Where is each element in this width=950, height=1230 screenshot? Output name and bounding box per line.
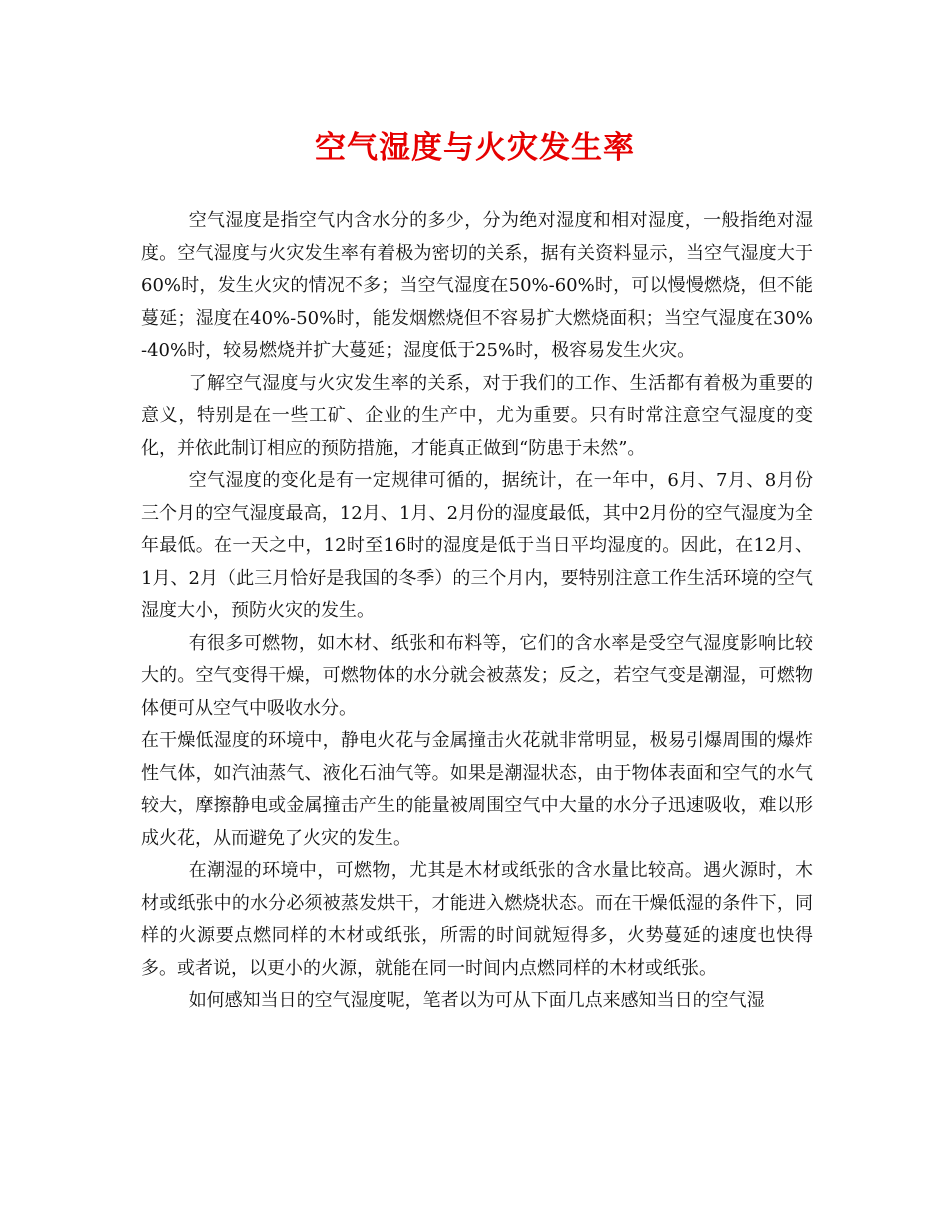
paragraph-1: 空气湿度是指空气内含水分的多少，分为绝对湿度和相对湿度，一般指绝对湿度。空气湿度与火灾发生率有着极为密切的关系，据有关资料显示，当空气湿度大于60%时，发生火灾的情况不多；当空气湿度在50%-60%时，可以慢慢燃烧，但不能蔓延；湿度在40%-50%时，能发烟燃烧但不容易扩大燃烧面积；当空气湿度在30%-40%时，较易燃烧并扩大蔓延；湿度低于25%时，极容易发生火灾。 bbox=[141, 210, 813, 361]
paragraph-6: 在潮湿的环境中，可燃物，尤其是木材或纸张的含水量比较高。遇火源时，木材或纸张中的水分必须被蒸发烘干，才能进入燃烧状态。而在干燥低湿的条件下，同样的火源要点燃同样的木材或纸张，所需的时间就短得多，火势蔓延的速度也快得多。或者说，以更小的火源，就能在同一时间内点燃同样的木材或纸张。 bbox=[141, 860, 813, 979]
paragraph-3: 空气湿度的变化是有一定规律可循的，据统计，在一年中，6月、7月、8月份三个月的空气湿度最高，12月、1月、2月份的湿度最低，其中2月份的空气湿度为全年最低。在一天之中，12时至16时的湿度是低于当日平均湿度的。因此，在12月、1月、2月（此三月恰好是我国的冬季）的三个月内，要特别注意工作生活环境的空气湿度大小，预防火灾的发生。 bbox=[141, 470, 813, 621]
paragraph-7: 如何感知当日的空气湿度呢，笔者以为可从下面几点来感知当日的空气湿 bbox=[188, 990, 765, 1011]
document-body bbox=[141, 205, 813, 1018]
paragraph-4: 有很多可燃物，如木材、纸张和布料等，它们的含水率是受空气湿度影响比较大的。空气变得干燥，可燃物体的水分就会被蒸发；反之，若空气变是潮湿，可燃物体便可从空气中吸收水分。 bbox=[141, 632, 813, 719]
paragraph-5: 在干燥低湿度的环境中，静电火花与金属撞击火花就非常明显，极易引爆周围的爆炸性气体，如汽油蒸气、液化石油气等。如果是潮湿状态，由于物体表面和空气的水气较大，摩擦静电或金属撞击产生的能量被周围空气中大量的水分子迅速吸收，难以形成火花，从而避免了火灾的发生。 bbox=[141, 730, 813, 849]
paragraph-2: 了解空气湿度与火灾发生率的关系，对于我们的工作、生活都有着极为重要的意义，特别是在一些工矿、企业的生产中，尤为重要。只有时常注意空气湿度的变化，并依此制订相应的预防措施，才能真正做到“防患于未然”。 bbox=[141, 372, 813, 459]
document-title: 空气湿度与火灾发生率 bbox=[315, 130, 635, 166]
